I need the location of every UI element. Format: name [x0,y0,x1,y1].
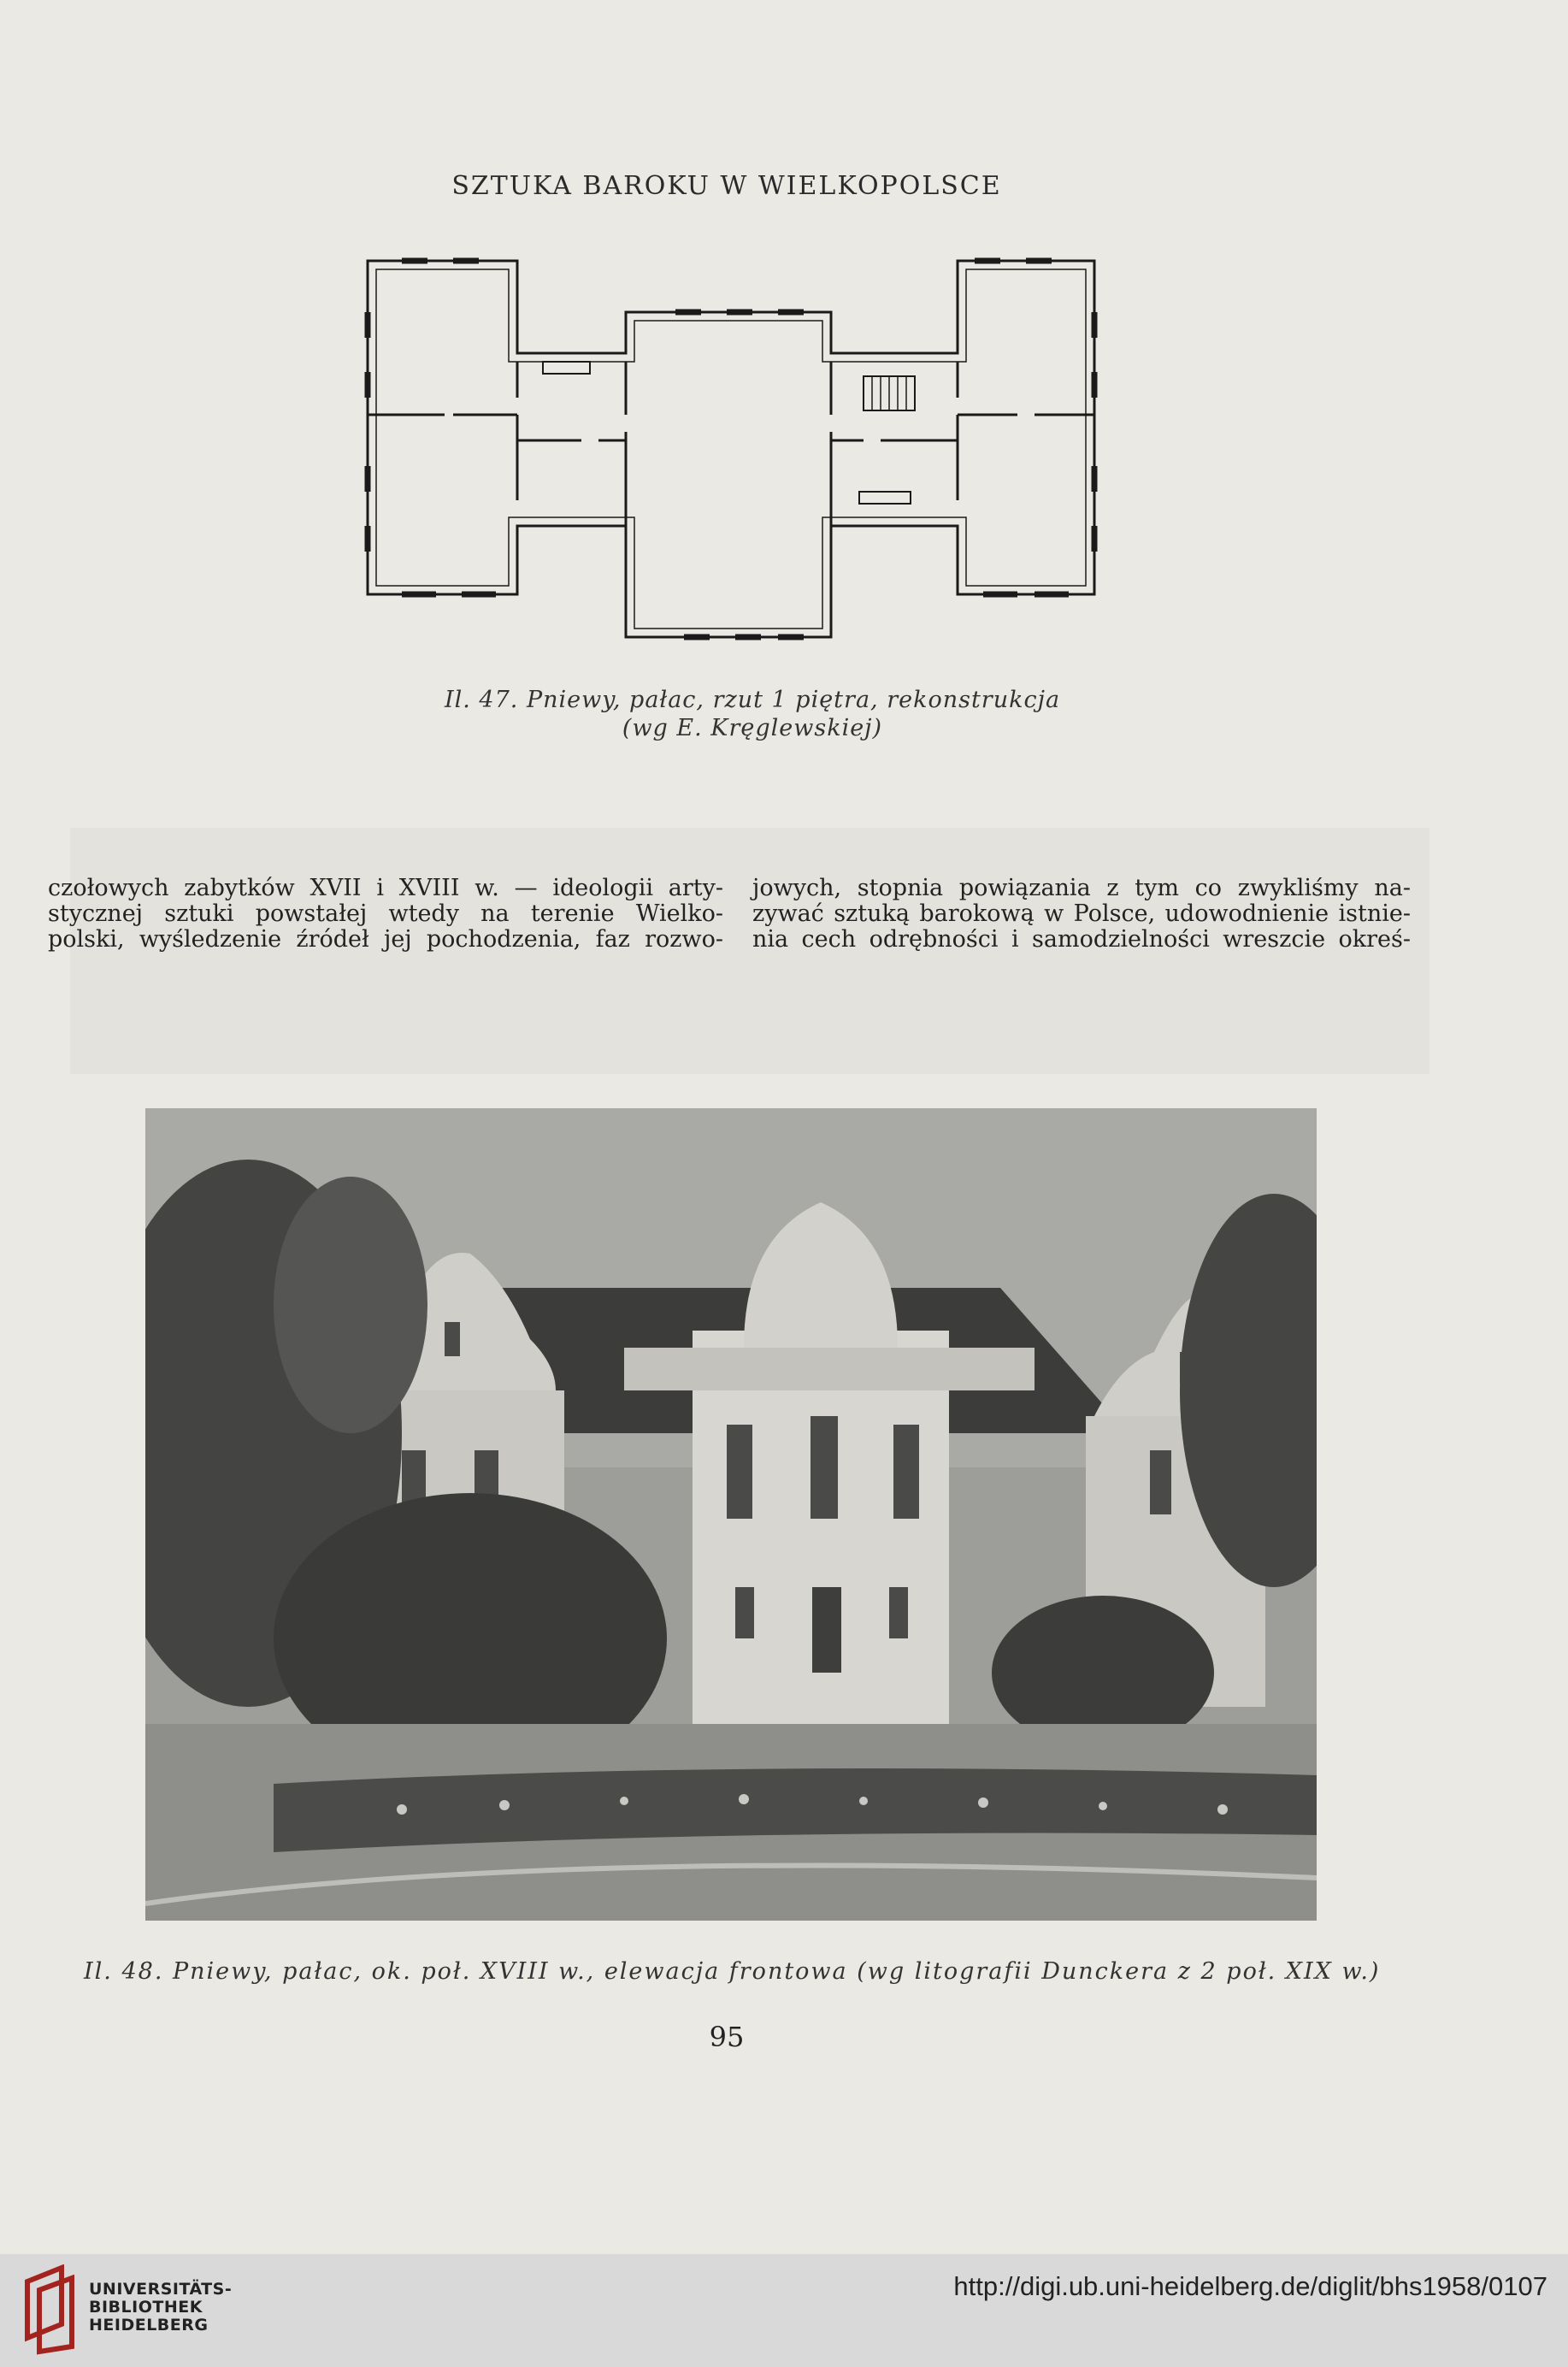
running-head: SZTUKA BAROKU W WIELKOPOLSCE [451,171,1002,201]
library-name [89,2281,232,2335]
library-name-line: BIBLIOTHEK [89,2298,203,2317]
heidelberg-library-logo-icon [19,2264,79,2355]
library-name-line: HEIDELBERG [89,2316,209,2335]
figure-47-caption-line2: (wg E. Kręglewskiej) [622,715,883,741]
page-number: 95 [709,2021,745,2053]
body-text-left-column [48,876,723,953]
figure-47-caption-line1: Il. 47. Pniewy, pałac, rzut 1 piętra, rekonstrukcja [444,687,1061,713]
text-line: zywać sztuką barokową w Polsce, udowodnienie istnie- [752,900,1411,927]
body-text-right-column [752,876,1411,953]
text-line: polski, wyśledzenie źródeł jej pochodzenia, faz rozwo- [48,926,723,953]
floor-plan-figure [351,244,1111,646]
text-line: stycznej sztuki powstałej wtedy na terenie Wielko- [48,900,723,927]
palace-lithograph-image [145,1108,1317,1921]
figure-47-caption [325,686,1180,742]
text-line: nia cech odrębności i samodzielności wreszcie okreś- [752,926,1411,953]
text-line: czołowych zabytków XVII i XVIII w. — ideologii arty- [48,875,723,901]
figure-48-caption: Il. 48. Pniewy, pałac, ok. poł. XVIII w., elewacja frontowa (wg litografii Dunckera z 2 poł. XIX w.) [84,1958,1381,1985]
text-line: jowych, stopnia powiązania z tym co zwykliśmy na- [752,875,1411,901]
source-url-link[interactable]: http://digi.ub.uni-heidelberg.de/diglit/bhs1958/0107 [953,2271,1547,2301]
library-name-line: UNIVERSITÄTS- [89,2280,233,2299]
